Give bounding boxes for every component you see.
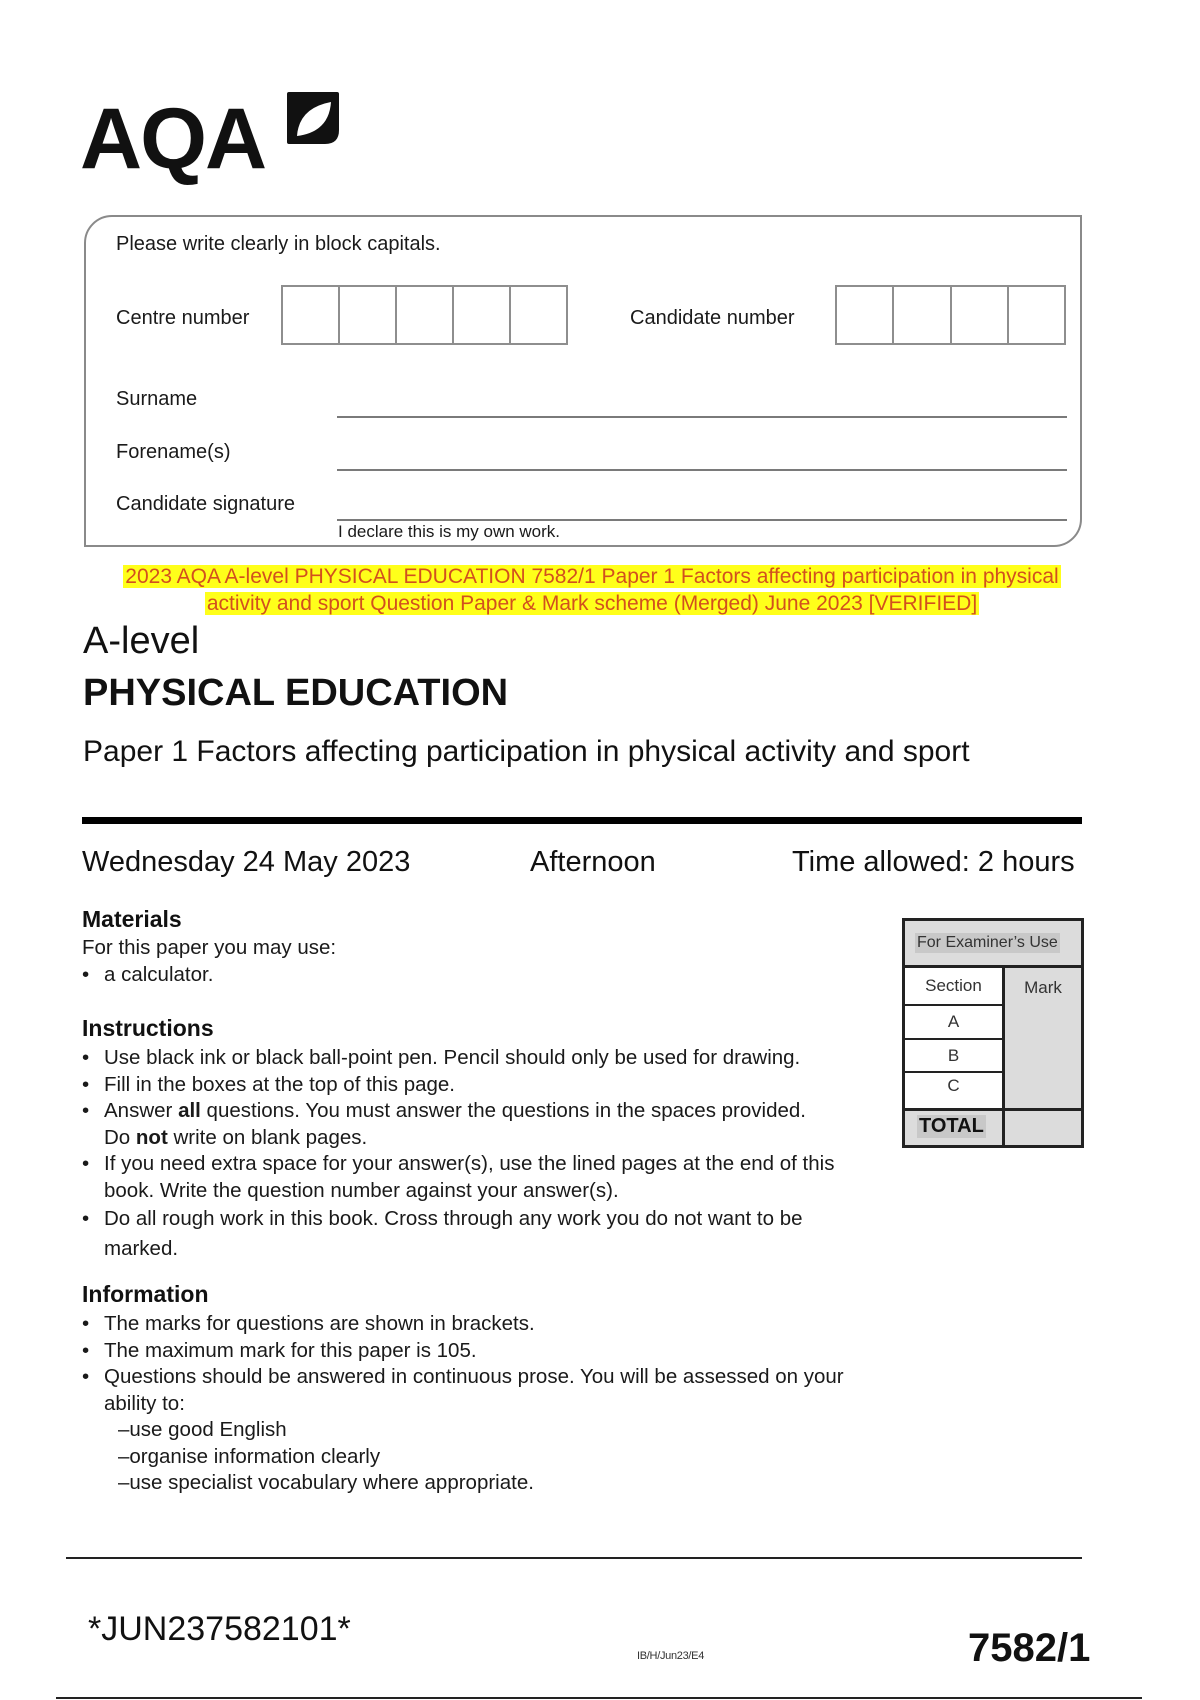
section-column-header: Section [905, 968, 1002, 1006]
centre-number-digit-4[interactable] [454, 287, 511, 343]
aqa-logo [80, 88, 350, 188]
candidate-number-digit-2[interactable] [894, 287, 951, 343]
declaration-text: I declare this is my own work. [338, 522, 561, 541]
section-a: A [905, 1006, 1002, 1040]
centre-number-digit-1[interactable] [283, 287, 340, 343]
candidate-number-digit-4[interactable] [1009, 287, 1064, 343]
centre-number-boxes [281, 285, 568, 345]
forenames-field[interactable] [337, 469, 1067, 471]
logo-text: AQA [80, 91, 266, 187]
signature-label: Candidate signature [116, 493, 296, 515]
information-subitem: – use specialist vocabulary where appropriate. [118, 1470, 882, 1497]
emphasis-not: not [135, 1125, 168, 1149]
examiner-table-header: For Examiner’s Use [905, 921, 1081, 968]
candidate-number-boxes [835, 285, 1066, 345]
information-item: • The marks for questions are shown in brackets. [82, 1311, 882, 1338]
banner-line-1: 2023 AQA A-level PHYSICAL EDUCATION 7582/1 Paper 1 Factors affecting participation in physical [125, 565, 1059, 588]
paper-reference: IB/H/Jun23/E4 [637, 1650, 705, 1662]
centre-number-digit-5[interactable] [511, 287, 566, 343]
barcode-text: *JUN237582101* [88, 1610, 351, 1648]
centre-number-digit-3[interactable] [397, 287, 454, 343]
section-b: B [905, 1040, 1002, 1073]
subject-title: PHYSICAL EDUCATION [83, 672, 509, 714]
surname-field[interactable] [337, 416, 1067, 418]
instruction-item: • Do all rough work in this book. Cross through any work you do not want to be marked. [82, 1204, 874, 1264]
section-column [905, 968, 1002, 1108]
time-allowed: Time allowed: 2 hours [792, 846, 1075, 878]
candidate-number-digit-1[interactable] [837, 287, 894, 343]
materials-item: • a calculator. [82, 962, 882, 989]
qualification-level: A-level [83, 620, 200, 662]
instruction-item: • If you need extra space for your answer(s), use the lined pages at the end of this book. Write the question number against your answer(s). [82, 1151, 874, 1204]
candidate-number-label: Candidate number [630, 307, 795, 329]
examiner-use-table [902, 918, 1084, 1148]
paper-code: 7582/1 [968, 1626, 1091, 1670]
materials-section [82, 906, 882, 988]
page-bottom-rule [56, 1697, 1142, 1699]
information-heading: Information [82, 1281, 209, 1307]
instruction-item: • Fill in the boxes at the top of this page. [82, 1072, 882, 1099]
total-label: TOTAL [919, 1115, 984, 1137]
forenames-label: Forename(s) [116, 441, 231, 463]
centre-number-digit-2[interactable] [340, 287, 397, 343]
information-item: • The maximum mark for this paper is 105. [82, 1338, 882, 1365]
instructions-section [82, 1015, 882, 1264]
centre-number-label: Centre number [116, 307, 250, 329]
information-section [82, 1281, 882, 1497]
mark-column-header: Mark [1024, 978, 1062, 997]
paper-title: Paper 1 Factors affecting participation in physical activity and sport [83, 735, 970, 768]
footer-divider [66, 1557, 1082, 1559]
materials-intro: For this paper you may use: [82, 936, 337, 959]
exam-date: Wednesday 24 May 2023 [82, 846, 411, 878]
information-item: • Questions should be answered in continuous prose. You will be assessed on your ability to: [82, 1364, 874, 1417]
information-subitem: – organise information clearly [118, 1444, 882, 1471]
instruction-item: • Answer all questions. You must answer the questions in the spaces provided. Do not write on blank pages. [82, 1098, 882, 1151]
instruction-item: • Use black ink or black ball-point pen. Pencil should only be used for drawing. [82, 1045, 882, 1072]
exam-session: Afternoon [530, 846, 656, 878]
form-instruction: Please write clearly in block capitals. [116, 233, 441, 255]
section-c: C [905, 1073, 1002, 1108]
document-title-banner [84, 563, 1100, 617]
materials-heading: Materials [82, 906, 182, 932]
banner-line-2: activity and sport Question Paper & Mark scheme (Merged) June 2023 [VERIFIED] [206, 592, 978, 615]
candidate-number-digit-3[interactable] [952, 287, 1009, 343]
information-subitem: – use good English [118, 1417, 882, 1444]
surname-label: Surname [116, 388, 198, 410]
emphasis-all: all [178, 1099, 201, 1122]
signature-field[interactable] [337, 519, 1067, 521]
aqa-leaf-icon [285, 90, 341, 146]
instructions-heading: Instructions [82, 1015, 214, 1041]
title-divider [82, 817, 1082, 824]
total-row [905, 1108, 1081, 1145]
